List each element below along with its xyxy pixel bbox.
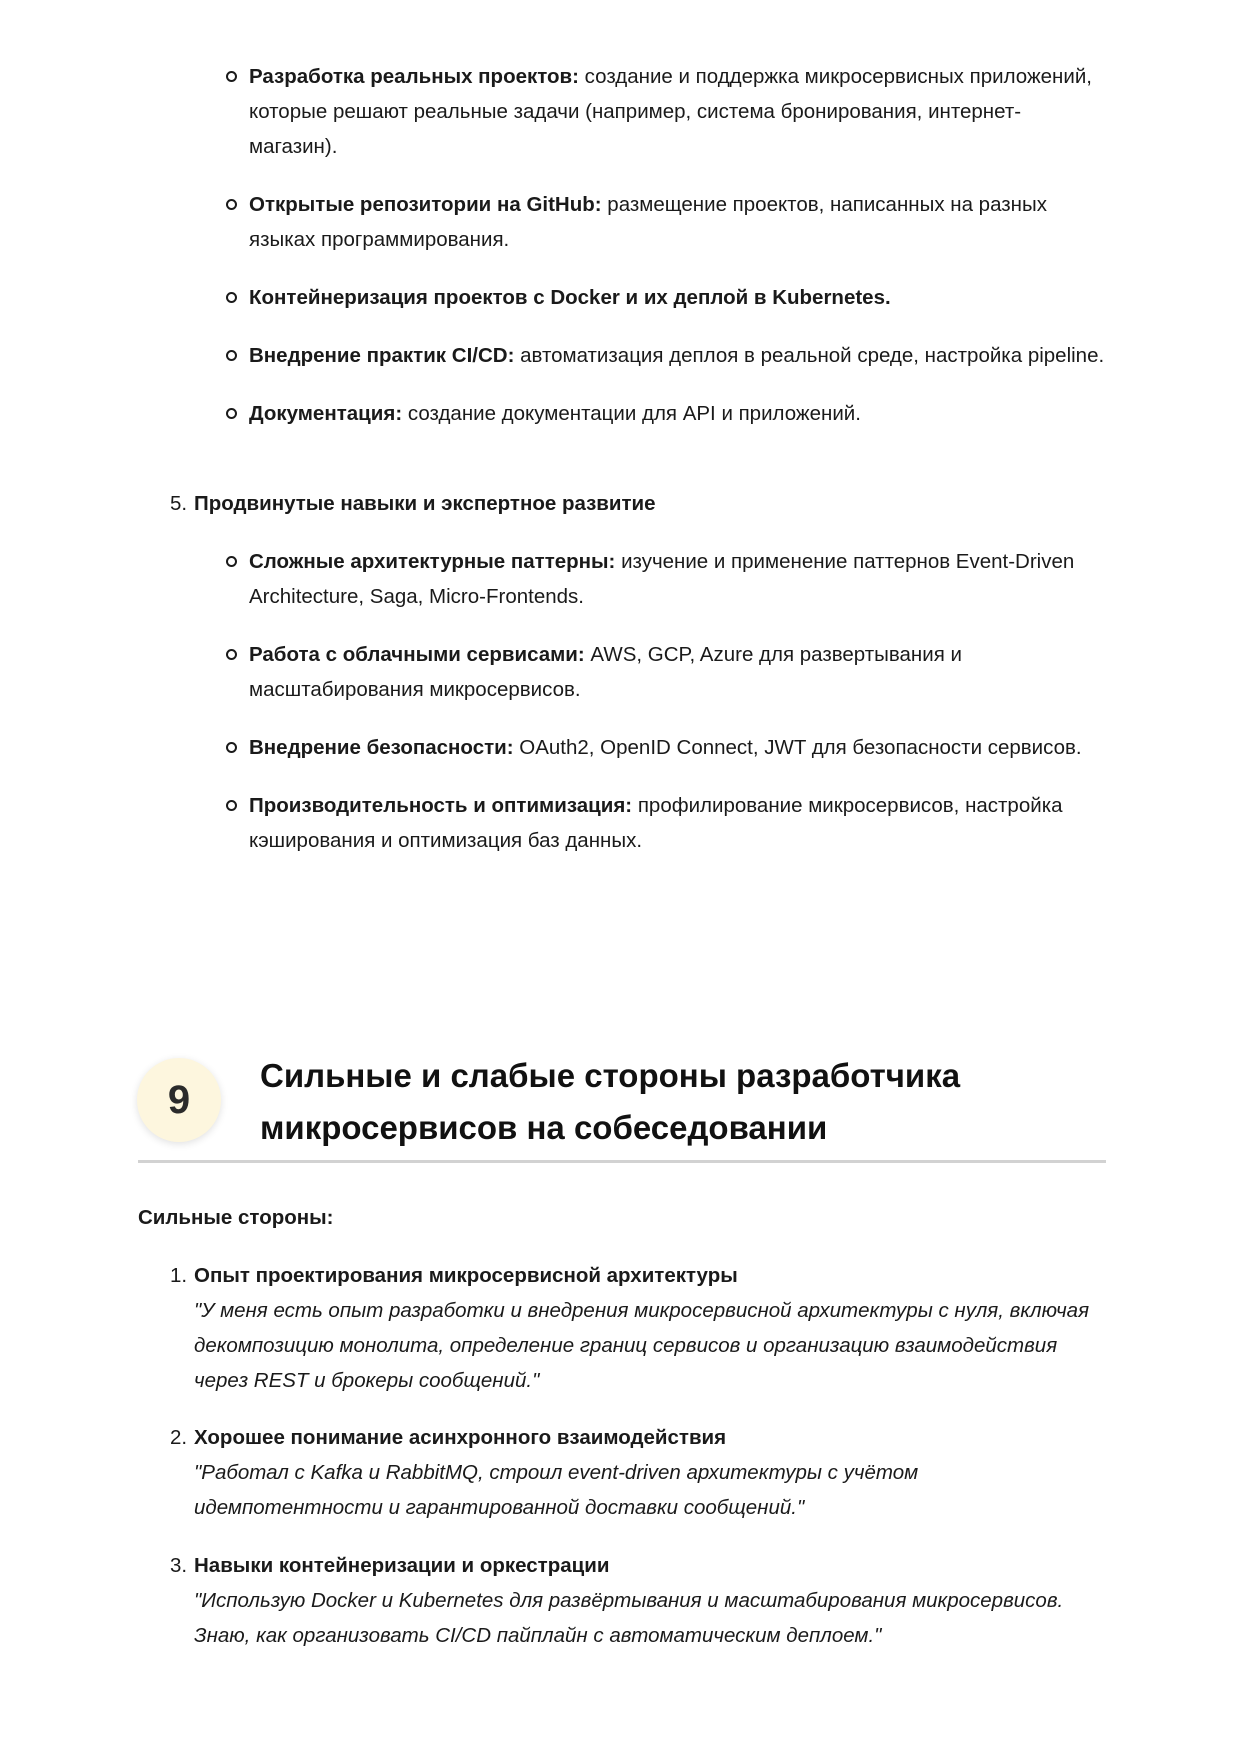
circle-bullet-icon (226, 199, 237, 210)
item-text: автоматизация деплоя в реальной среде, настройка pipeline. (514, 344, 1105, 367)
item-title: Продвинутые навыки и экспертное развитие (194, 492, 656, 515)
list-item (226, 544, 1106, 614)
strengths-heading: Сильные стороны: (138, 1206, 334, 1229)
circle-bullet-icon (226, 742, 237, 753)
circle-bullet-icon (226, 556, 237, 567)
item-text: создание и поддержка микросервисных приложений, которые решают реальные задачи (например, система бронирования, интернет-магазин). (249, 65, 1092, 158)
item-text: изучение и применение паттернов Event-Driven Architecture, Saga, Micro-Frontends. (249, 550, 1075, 608)
strength-item-3 (170, 1548, 1110, 1653)
list-item (226, 187, 1106, 257)
item-title: Хорошее понимание асинхронного взаимодействия (194, 1426, 727, 1449)
circle-bullet-icon (226, 350, 237, 361)
item-label: Работа с облачными сервисами: (249, 643, 585, 666)
item-quote: "Работал с Kafka и RabbitMQ, строил event-driven архитектуры с учётом идемпотентности и гарантированной доставки сообщений." (194, 1461, 919, 1519)
item-text: размещение проектов, написанных на разных языках программирования. (249, 193, 1047, 251)
item-title: Навыки контейнеризации и оркестрации (194, 1554, 610, 1577)
list-item (226, 637, 1106, 707)
item-label: Внедрение практик CI/CD: (249, 344, 515, 367)
item-number: 5. (170, 492, 188, 515)
item-label: Документация: (249, 402, 403, 425)
circle-bullet-icon (226, 292, 237, 303)
item-number: 3. (170, 1554, 188, 1577)
list-item (226, 280, 1106, 315)
section-divider (138, 1160, 1106, 1163)
item-number: 2. (170, 1426, 188, 1449)
item-label: Открытые репозитории на GitHub: (249, 193, 602, 216)
strength-item-1 (170, 1258, 1110, 1398)
item-number: 1. (170, 1264, 188, 1287)
list-item (226, 788, 1106, 858)
list-item (226, 59, 1106, 164)
circle-bullet-icon (226, 800, 237, 811)
circle-bullet-icon (226, 71, 237, 82)
item-quote: "У меня есть опыт разработки и внедрения микросервисной архитектуры с нуля, включая декомпозицию монолита, определение границ сервисов и организацию взаимодействия через REST и брокеры сообщений." (194, 1299, 1090, 1392)
item-text: OAuth2, OpenID Connect, JWT для безопасности сервисов. (513, 736, 1082, 759)
list-item (226, 730, 1106, 765)
strength-item-2 (170, 1420, 1110, 1525)
item-text: создание документации для API и приложений. (402, 402, 861, 425)
item-text: профилирование микросервисов, настройка кэширования и оптимизация баз данных. (249, 794, 1063, 852)
numbered-item-5 (170, 486, 1110, 521)
circle-bullet-icon (226, 408, 237, 419)
item-quote: "Использую Docker и Kubernetes для развёртывания и масштабирования микросервисов. Знаю, как организовать CI/CD пайплайн с автоматическим деплоем." (194, 1589, 1064, 1647)
projects-list (226, 59, 1106, 431)
list-item (226, 396, 1106, 431)
section-number: 9 (167, 1077, 191, 1122)
section-number-badge (137, 1058, 221, 1142)
item-label: Разработка реальных проектов: (249, 65, 579, 88)
item-label: Контейнеризация проектов с Docker и их деплой в Kubernetes. (249, 286, 891, 309)
item-label: Сложные архитектурные паттерны: (249, 550, 616, 573)
item-label: Производительность и оптимизация: (249, 794, 633, 817)
circle-bullet-icon (226, 649, 237, 660)
item-label: Внедрение безопасности: (249, 736, 514, 759)
list-item (226, 338, 1106, 373)
advanced-skills-list (226, 544, 1106, 858)
item-text: AWS, GCP, Azure для развертывания и масштабирования микросервисов. (249, 643, 962, 701)
item-title: Опыт проектирования микросервисной архитектуры (194, 1264, 738, 1287)
section-title: Сильные и слабые стороны разработчика микросервисов на собеседовании (260, 1057, 961, 1146)
